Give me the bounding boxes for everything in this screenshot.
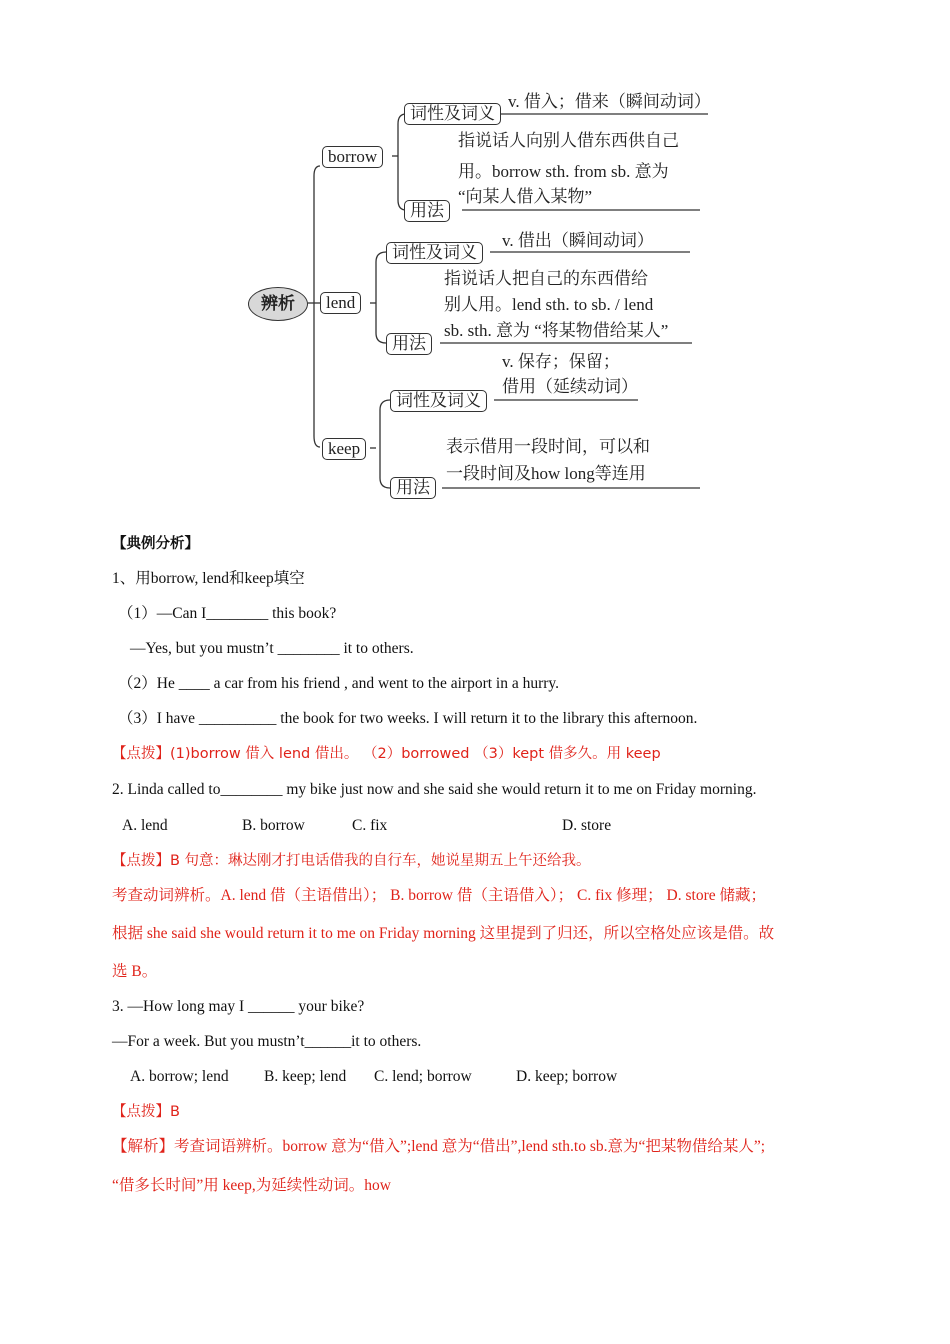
q1-item-3: （3）I have __________ the book for two weeks. I will return it to the library this afternoon. — [118, 710, 698, 727]
borrow-pos-label: 词性及词义 — [404, 103, 501, 125]
lend-usage-label: 用法 — [386, 333, 432, 355]
keep-usage-line-1: 表示借用一段时间，可以和 — [446, 437, 650, 456]
borrow-usage-line-2: 用。borrow sth. from sb. 意为 — [458, 162, 669, 181]
q3-analysis-line-1: 【解析】考查词语辨析。borrow 意为“借入”;lend 意为“借出”,lend sth.to sb.意为“把某物借给某人”; — [112, 1138, 766, 1155]
lend-usage-line-1: 指说话人把自己的东西借给 — [444, 269, 648, 288]
section-title: 【典例分析】 — [112, 536, 199, 552]
keep-usage-label: 用法 — [390, 477, 436, 499]
q1-item-1: （1）—Can I________ this book? — [118, 605, 337, 622]
q3-line-2: —For a week. But you mustn’t______it to others. — [112, 1033, 422, 1050]
q2-tip: 【点拨】B 句意：琳达刚才打电话借我的自行车，她说星期五上午还给我。 — [112, 853, 591, 869]
keep-meaning-line-1: v. 保存；保留； — [502, 352, 620, 371]
q2-option-b: B. borrow — [242, 817, 305, 834]
q1-item-2: （2）He ____ a car from his friend , and went to the airport in a hurry. — [118, 675, 560, 692]
q3-option-b: B. keep; lend — [264, 1068, 347, 1085]
q1-tip: 【点拨】(1)borrow 借入 lend 借出。 （2）borrowed （3）kept 借多久。用 keep — [112, 746, 661, 762]
q1-stem: 1、用borrow, lend和keep填空 — [112, 570, 305, 587]
q2-analysis-line-3: 选 B。 — [112, 963, 158, 980]
keep-pos-label: 词性及词义 — [390, 390, 487, 412]
q3-option-a: A. borrow; lend — [130, 1068, 229, 1085]
q2-analysis-line-2: 根据 she said she would return it to me on Friday morning 这里提到了归还，所以空格处应该是借。故 — [112, 925, 775, 942]
q1-item-1-reply: —Yes, but you mustn’t ________ it to others. — [130, 640, 414, 657]
lend-usage-line-3: sb. sth. 意为 “将某物借给某人” — [444, 321, 669, 340]
borrow-meaning: v. 借入；借来（瞬间动词） — [508, 92, 711, 111]
borrow-usage-line-3: “向某人借入某物” — [458, 187, 593, 206]
q2-option-c: C. fix — [352, 817, 388, 834]
lend-node: lend — [320, 292, 361, 314]
q2-stem: 2. Linda called to________ my bike just now and she said she would return it to me on Friday morning. — [112, 781, 757, 798]
q3-option-c: C. lend; borrow — [374, 1068, 472, 1085]
q3-option-d: D. keep; borrow — [516, 1068, 618, 1085]
q3-stem: 3. —How long may I ______ your bike? — [112, 998, 365, 1015]
lend-pos-label: 词性及词义 — [386, 242, 483, 264]
q2-option-a: A. lend — [122, 817, 168, 834]
q3-tip: 【点拨】B — [112, 1104, 180, 1120]
lend-usage-line-2: 别人用。lend sth. to sb. / lend — [444, 295, 654, 314]
keep-node: keep — [322, 438, 366, 460]
borrow-usage-label: 用法 — [404, 200, 450, 222]
root-node: 辨析 — [248, 287, 308, 321]
q3-analysis-line-2: “借多长时间”用 keep,为延续性动词。how — [112, 1177, 391, 1194]
borrow-usage-line-1: 指说话人向别人借东西供自己 — [458, 131, 679, 150]
keep-meaning-line-2: 借用（延续动词） — [502, 377, 638, 396]
keep-usage-line-2: 一段时间及how long等连用 — [446, 464, 646, 483]
mind-map-diagram — [240, 86, 710, 501]
q2-analysis-line-1: 考查动词辨析。A. lend 借（主语借出）； B. borrow 借（主语借入）； C. fix 修理； D. store 储藏； — [112, 887, 766, 904]
lend-meaning: v. 借出（瞬间动词） — [502, 231, 654, 250]
q2-option-d: D. store — [562, 817, 612, 834]
borrow-node: borrow — [322, 146, 383, 168]
